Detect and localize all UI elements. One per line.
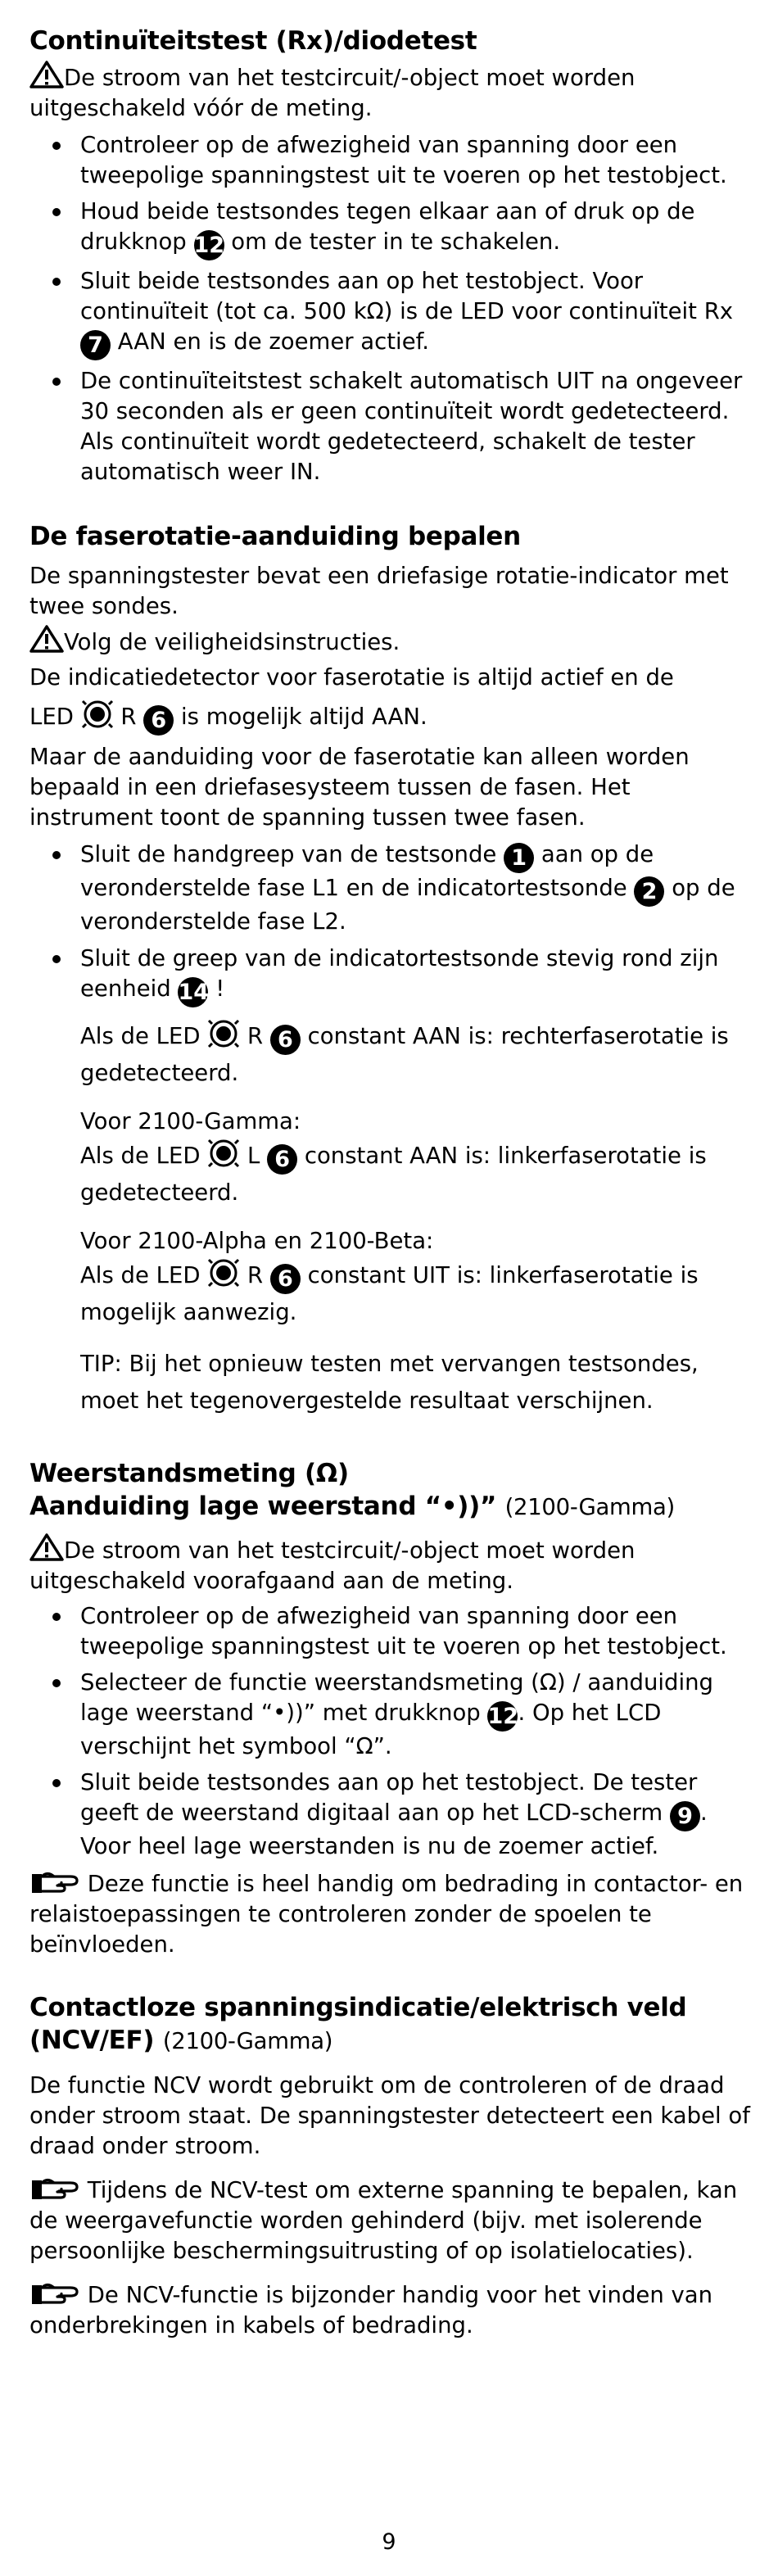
note-paragraph: Deze functie is heel handig om bedrading in contactor- en relaistoepassingen te controleren zonder de spoelen te beïnvloeden. [29, 1868, 750, 1960]
list-item: Sluit de handgreep van de testsonde 1 aan op de veronderstelde fase L1 en de indicatortestsonde 2 op de veronderstelde fase L2. [29, 840, 750, 937]
section-title-resistance: Weerstandsmeting (Ω) Aanduiding lage weerstand “•))” (2100-Gamma) [29, 1459, 675, 1521]
reference-number-badge: 6 [270, 1264, 301, 1294]
paragraph: De indicatiedetector voor faserotatie is altijd actief en de [29, 664, 674, 690]
warning-paragraph: De stroom van het testcircuit/-object moet worden uitgeschakeld voorafgaand aan de meting. [29, 1533, 750, 1596]
note-paragraph: Tijdens de NCV-test om externe spanning te bepalen, kan de weergavefunctie worden gehinderd (bijv. met isolerende persoonlijke beschermingsuitrusting of op isolatielocaties). [29, 2175, 750, 2266]
list-item: Sluit beide testsondes aan op het testobject. De tester geeft de weerstand digitaal aan op het LCD-scherm 9 . Voor heel lage weerstanden is nu de zoemer actief. [29, 1768, 750, 1862]
reference-number-badge: 12 [487, 1701, 518, 1732]
bullet-list [29, 1601, 750, 1862]
reference-number-badge: 6 [143, 705, 174, 736]
led-icon [207, 1017, 240, 1050]
pointing-hand-icon [29, 2279, 80, 2307]
model-heading: Voor 2100-Alpha en 2100-Beta: [80, 1228, 434, 1254]
warning-paragraph: Volg de veiligheidsinstructies. [29, 625, 750, 658]
warning-triangle-icon [29, 625, 64, 653]
tip-paragraph: TIP: Bij het opnieuw testen met vervangen testsondes, moet het tegenovergestelde resultaat verschijnen. [80, 1351, 699, 1414]
bullet-list [29, 130, 750, 487]
bullet-list [29, 840, 750, 1007]
list-item: Sluit beide testsondes aan op het testobject. Voor continuïteit (tot ca. 500 kΩ) is de LED voor continuïteit Rx 7 AAN en is de zoemer actief. [29, 266, 750, 360]
led-icon [81, 698, 114, 731]
section-title-phase-rotation: De faserotatie-aanduiding bepalen [29, 522, 521, 551]
pointing-hand-icon [29, 2175, 80, 2203]
reference-number-badge: 9 [670, 1801, 700, 1831]
list-item: Houd beide testsondes tegen elkaar aan of druk op de drukknop 12 om de tester in te schakelen. [29, 197, 750, 260]
list-item: De continuïteitstest schakelt automatisch UIT na ongeveer 30 seconden als er geen continuïteit wordt gedetecteerd. Als continuïteit wordt gedetecteerd, schakelt de tester automatisch weer IN. [29, 366, 750, 487]
result-paragraph: Als de LED L 6 constant AAN is: linkerfaserotatie is gedetecteerd. [29, 1137, 750, 1211]
section-title-ncv: Contactloze spanningsindicatie/elektrisch veld (NCV/EF) (2100-Gamma) [29, 1993, 687, 2055]
warning-paragraph: De stroom van het testcircuit/-object moet worden uitgeschakeld vóór de meting. [29, 61, 750, 124]
reference-number-badge: 12 [194, 230, 224, 260]
list-item: Sluit de greep van de indicatortestsonde stevig rond zijn eenheid 14 ! [29, 944, 750, 1007]
paragraph: LED R 6 is mogelijk altijd AAN. [29, 698, 750, 736]
result-paragraph: Als de LED R 6 constant UIT is: linkerfaserotatie is mogelijk aanwezig. [29, 1256, 750, 1331]
note-paragraph: De NCV-functie is bijzonder handig voor het vinden van onderbrekingen in kabels of bedrading. [29, 2279, 750, 2341]
warning-triangle-icon [29, 1533, 64, 1561]
reference-number-badge: 6 [267, 1144, 297, 1175]
reference-number-badge: 2 [634, 876, 664, 907]
reference-number-badge: 7 [80, 330, 111, 360]
warning-triangle-icon [29, 61, 64, 88]
paragraph: De functie NCV wordt gebruikt om de controleren of de draad onder stroom staat. De spanningstester detecteert een kabel of draad onder stroom. [29, 2072, 750, 2159]
paragraph: Maar de aanduiding voor de faserotatie kan alleen worden bepaald in een driefasesysteem tussen de fasen. Het instrument toont de spanning tussen twee fasen. [29, 744, 690, 831]
result-paragraph: Als de LED R 6 constant AAN is: rechterfaserotatie is gedetecteerd. [29, 1017, 750, 1092]
model-heading: Voor 2100-Gamma: [80, 1108, 301, 1134]
led-icon [207, 1137, 240, 1170]
reference-number-badge: 14 [178, 977, 208, 1007]
reference-number-badge: 6 [270, 1025, 301, 1055]
list-item: Selecteer de functie weerstandsmeting (Ω) / aanduiding lage weerstand “•))” met drukknop 12. Op het LCD verschijnt het symbool “Ω”. [29, 1668, 750, 1762]
reference-number-badge: 1 [504, 843, 534, 873]
list-item: Controleer op de afwezigheid van spanning door een tweepolige spanningstest uit te voeren op het testobject. [29, 1601, 750, 1662]
section-title-continuity: Continuïteitstest (Rx)/diodetest [29, 26, 477, 56]
manual-page [29, 25, 750, 2341]
paragraph: De spanningstester bevat een driefasige rotatie-indicator met twee sondes. [29, 563, 729, 619]
pointing-hand-icon [29, 1868, 80, 1896]
list-item: Controleer op de afwezigheid van spanning door een tweepolige spanningstest uit te voeren op het testobject. [29, 130, 750, 191]
page-number: 9 [382, 2529, 396, 2555]
led-icon [207, 1256, 240, 1289]
